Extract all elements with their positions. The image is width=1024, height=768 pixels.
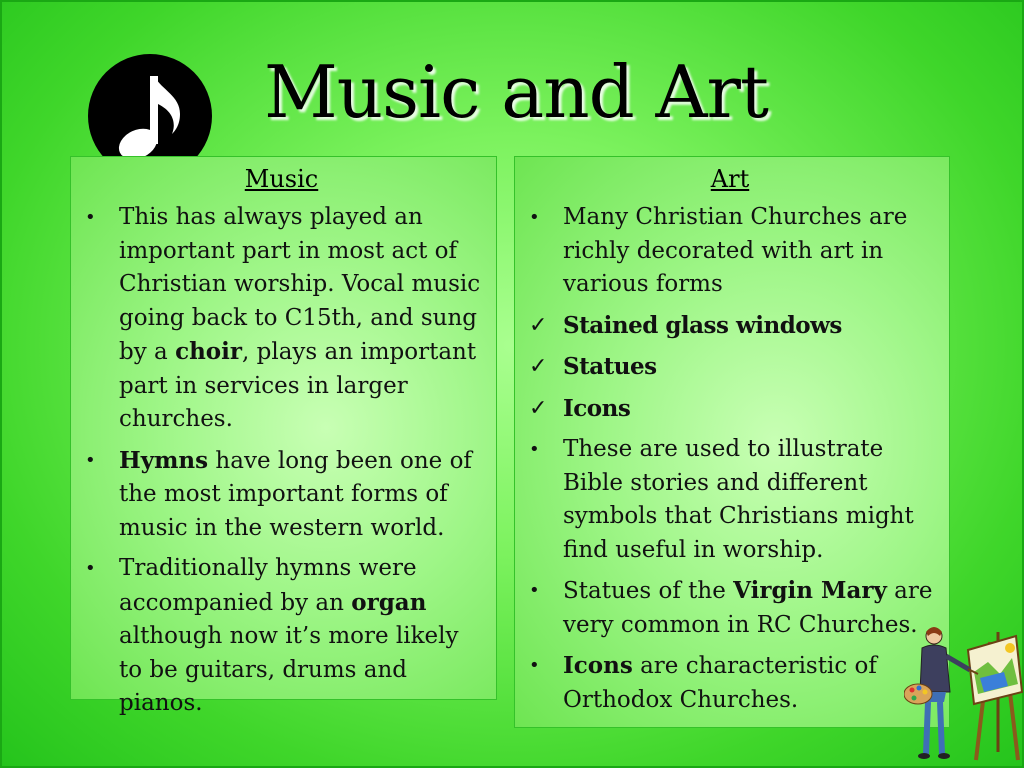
- checklist-item: ✓ Stained glass windows: [525, 309, 935, 344]
- checklist-item: ✓ Statues: [525, 350, 935, 385]
- bullet-dot: •: [529, 655, 540, 676]
- list-item: • Icons are characteristic of Orthodox Churches.: [525, 649, 935, 717]
- list-item: • These are used to illustrate Bible stories and different symbols that Christians might find useful in worship.: [525, 433, 935, 567]
- bullet-dot: •: [529, 580, 540, 601]
- bullet-dot: •: [85, 558, 96, 579]
- bullet-dot: •: [85, 207, 96, 228]
- list-item: • This has always played an important part in most act of Christian worship. Vocal music going back to C15th, and sung by a choir, plays an important part in services in larger churches.: [81, 201, 482, 437]
- art-panel: [514, 156, 950, 728]
- keyword-hymns: Hymns: [119, 446, 209, 474]
- list-item: • Traditionally hymns were accompanied by an organ although now it’s more likely to be guitars, drums and pianos.: [81, 552, 482, 721]
- keyword-choir: choir: [175, 338, 242, 365]
- music-note-icon: [110, 68, 190, 164]
- checkmark-icon: ✓: [529, 354, 548, 379]
- checkmark-icon: ✓: [529, 312, 548, 338]
- bullet-dot: •: [529, 439, 540, 460]
- art-heading: Art: [710, 165, 750, 193]
- keyword-virgin-mary: Virgin Mary: [733, 577, 887, 604]
- bullet-dot: •: [529, 207, 540, 228]
- music-list: [81, 201, 482, 721]
- checklist-item: ✓ Icons: [525, 392, 935, 427]
- music-heading: Music: [244, 165, 319, 193]
- list-item: • Hymns have long been one of the most important forms of music in the western world.: [81, 444, 482, 546]
- painter-at-easel-icon: [904, 622, 1024, 762]
- list-item: • Many Christian Churches are richly decorated with art in various forms: [525, 201, 935, 302]
- bullet-dot: •: [85, 449, 96, 471]
- list-item: • Statues of the Virgin Mary are very common in RC Churches.: [525, 574, 935, 642]
- music-panel: [70, 156, 497, 716]
- slide-title: Music and Art: [264, 50, 768, 134]
- art-list: [525, 201, 935, 717]
- keyword-organ: organ: [351, 588, 427, 616]
- keyword-icons: Icons: [563, 652, 633, 679]
- checkmark-icon: ✓: [529, 395, 548, 421]
